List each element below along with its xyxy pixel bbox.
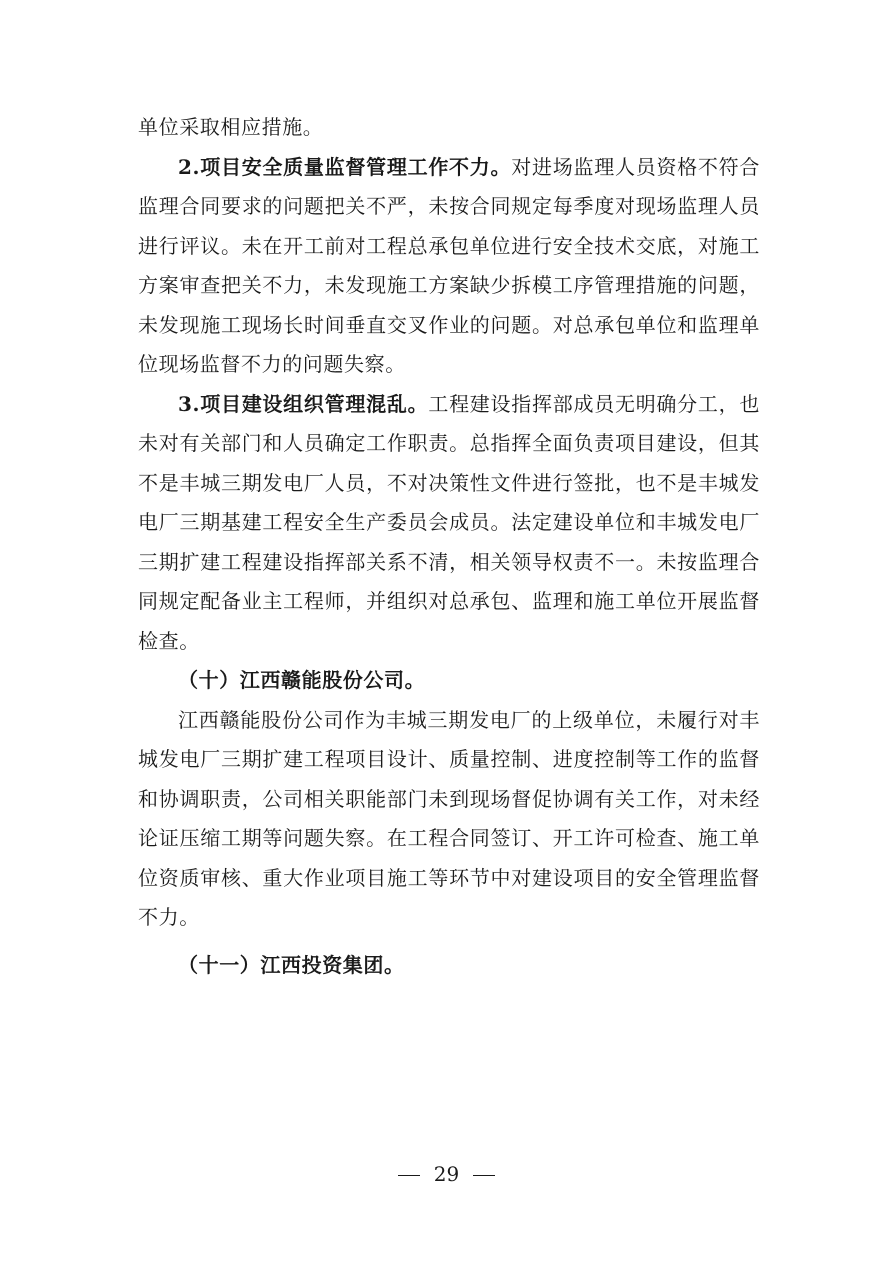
footer-dash-left [398,1175,420,1176]
item-3-heading: 3.项目建设组织管理混乱。 [178,391,429,416]
section-heading-10: （十）江西赣能股份公司。 [178,668,426,692]
item-2-heading: 2.项目安全质量监督管理工作不力。 [178,154,512,179]
paragraph-item-2 [138,148,760,385]
paragraph-section-10: 江西赣能股份公司作为丰城三期发电厂的上级单位，未履行对丰城发电厂三期扩建工程项目设计、质量控制、进度控制等工作的监督和协调职责，公司相关职能部门未到现场督促协调有关工作，对未经论证压缩工期等问题失察。在工程合同签订、开工许可检查、施工单位资质审核、重大作业项目施工等环节中对建设项目的安全管理监督不力。 [138,707,760,929]
page-number: 29 [433,1162,460,1186]
section-heading-11: （十一）江西投资集团。 [178,952,405,977]
item-3-body: 工程建设指挥部成员无明确分工，也未对有关部门和人员确定工作职责。总指挥全面负责项目建设，但其不是丰城三期发电厂人员，不对决策性文件进行签批，也不是丰城发电厂三期基建工程安全生产委员会成员。法定建设单位和丰城发电厂三期扩建工程建设指挥部关系不清，相关领导权责不一。未按监理合同规定配备业主工程师，并组织对总承包、监理和施工单位开展监督检查。 [138,391,760,653]
paragraph-continuation: 单位采取相应措施。 [138,115,324,139]
paragraph-item-3 [138,385,760,662]
page-footer [0,1160,893,1188]
footer-dash-right [473,1175,495,1176]
document-body [138,108,760,985]
item-2-body: 对进场监理人员资格不符合监理合同要求的问题把关不严，未按合同规定每季度对现场监理人员进行评议。未在开工前对工程总承包单位进行安全技术交底，对施工方案审查把关不力，未发现施工方案缺少拆模工序管理措施的问题，未发现施工现场长时间垂直交叉作业的问题。对总承包单位和监理单位现场监督不力的问题失察。 [138,154,760,376]
